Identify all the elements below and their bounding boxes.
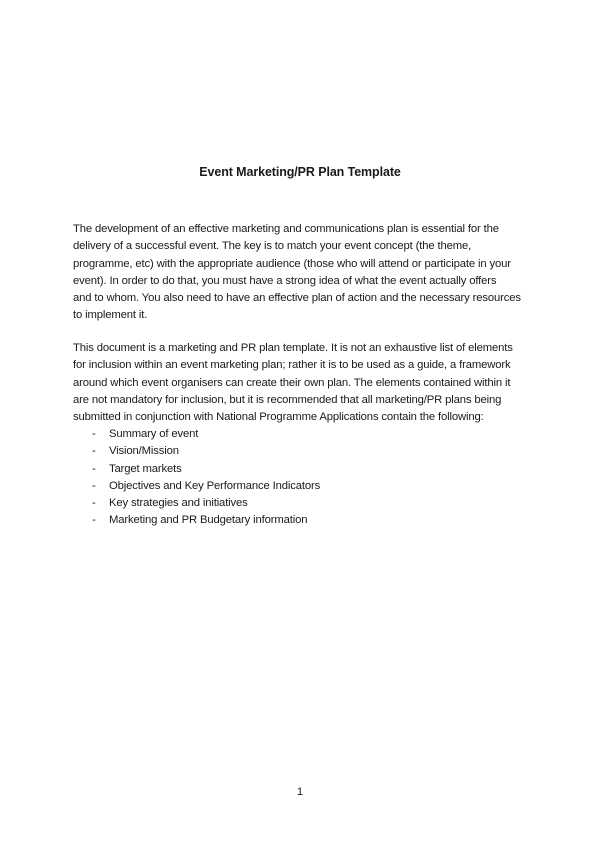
- list-item-text: Key strategies and initiatives: [109, 497, 248, 510]
- bullet-marker: -: [92, 428, 96, 440]
- paragraph-line: The development of an effective marketing and communications plan is essential for the: [73, 223, 499, 235]
- list-item: [73, 495, 543, 512]
- paragraph-line: delivery of a successful event. The key is to match your event concept (the theme,: [73, 240, 472, 253]
- list-item-text: Vision/Mission: [109, 445, 179, 458]
- elements-list: [73, 426, 543, 530]
- paragraph-line: programme, etc) with the appropriate audience (those who will attend or participate in your: [73, 257, 511, 270]
- bullet-marker: -: [92, 497, 96, 510]
- list-item-text: Summary of event: [109, 428, 199, 440]
- paragraph-line: are not mandatory for inclusion, but it is recommended that all marketing/PR plans being: [73, 393, 502, 406]
- paragraph-line: to implement it.: [73, 309, 148, 322]
- paragraph-line: and to whom. You also need to have an effective plan of action and the necessary resources: [73, 292, 521, 305]
- bullet-marker: -: [92, 514, 96, 527]
- bullet-marker: -: [92, 479, 96, 492]
- paragraph-line: submitted in conjunction with National Programme Applications contain the following:: [73, 411, 484, 424]
- list-item-text: Objectives and Key Performance Indicators: [109, 479, 321, 492]
- list-item: [73, 426, 543, 443]
- bullet-marker: -: [92, 462, 96, 475]
- paragraph-line: around which event organisers can create their own plan. The elements contained within it: [73, 376, 511, 389]
- paragraph-line: This document is a marketing and PR plan template. It is not an exhaustive list of elements: [73, 342, 513, 354]
- bullet-marker: -: [92, 445, 96, 458]
- intro-paragraph: [73, 221, 543, 325]
- list-item-text: Marketing and PR Budgetary information: [109, 514, 308, 527]
- page-number: 1: [296, 786, 304, 798]
- paragraph-line: event). In order to do that, you must have a strong idea of what the event actually offers: [73, 274, 497, 287]
- document-title: Event Marketing/PR Plan Template: [199, 165, 401, 179]
- template-description-paragraph: [73, 340, 543, 426]
- list-item: [73, 478, 543, 495]
- paragraph-line: for inclusion within an event marketing plan; rather it is to be used as a guide, a framework: [73, 359, 511, 372]
- list-item: [73, 461, 543, 478]
- list-item-text: Target markets: [109, 462, 182, 475]
- list-item: [73, 512, 543, 529]
- list-item: [73, 443, 543, 460]
